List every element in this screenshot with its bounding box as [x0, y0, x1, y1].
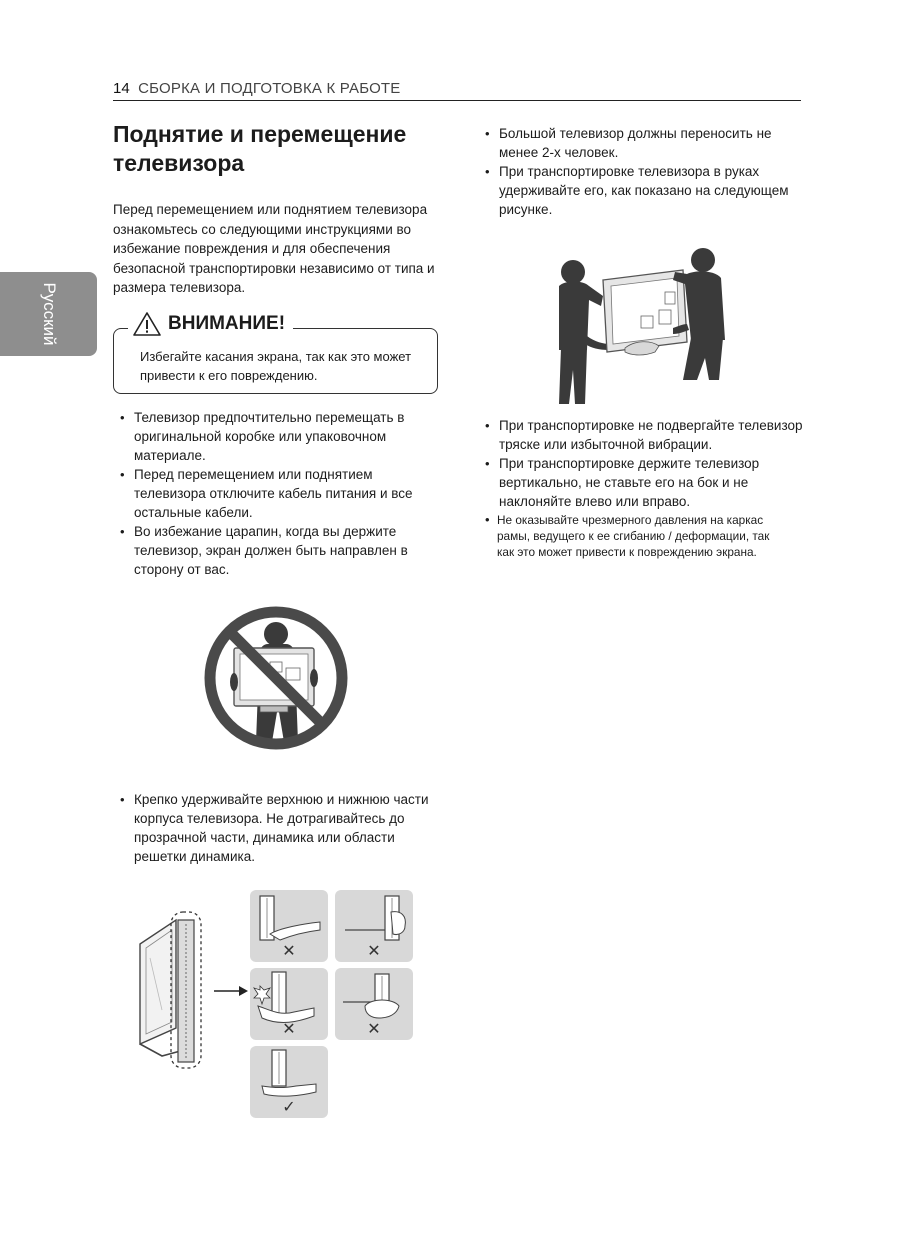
transport-tips-list — [478, 416, 808, 511]
caution-text: Избегайте касания экрана, так как это может привести к его повреждению. — [140, 349, 412, 383]
wrong-mark: ✕ — [367, 941, 381, 960]
two-people-carry-illustration — [555, 240, 725, 404]
grip-panel-correct — [250, 1046, 328, 1118]
wrong-mark: ✕ — [367, 1019, 381, 1038]
grip-panel-wrong-3 — [250, 968, 328, 1040]
section-title: СБОРКА И ПОДГОТОВКА К РАБОТЕ — [138, 80, 401, 97]
carrying-people-list — [478, 124, 798, 219]
list-item: • Перед перемещением или поднятием телевизора отключите кабель питания и все остальные кабели. — [113, 465, 443, 522]
warning-triangle-icon — [132, 311, 162, 337]
list-item: • Во избежание царапин, когда вы держите телевизор, экран должен быть направлен в сторону от вас. — [113, 522, 443, 579]
caution-title: ВНИМАНИЕ! — [168, 313, 286, 334]
correct-mark: ✓ — [282, 1097, 296, 1116]
list-item: • При транспортировке не подвергайте телевизор тряске или избыточной вибрации. — [478, 416, 808, 454]
language-tab-label: Русский — [39, 282, 59, 346]
wrong-mark: ✕ — [282, 1019, 296, 1038]
list-item: • Крепко удерживайте верхнюю и нижнюю части корпуса телевизора. Не дотрагивайтесь до прозрачной части, динамика или области решетки динамика. — [113, 790, 433, 866]
page-number: 14 — [113, 80, 130, 97]
moving-tips-list — [113, 408, 443, 579]
arrow-right-icon — [212, 984, 250, 998]
list-item: • Большой телевизор должны переносить не менее 2-х человек. — [478, 124, 798, 162]
pressure-tip-list — [484, 512, 784, 560]
grip-panel-wrong-1 — [250, 890, 328, 962]
language-tab — [0, 272, 97, 356]
list-item: • При транспортировке держите телевизор вертикально, не ставьте его на бок и не наклоняйте влево или вправо. — [478, 454, 808, 511]
page-title: Поднятие и перемещение телевизора — [113, 121, 407, 176]
intro-paragraph: Перед перемещением или поднятием телевизора ознакомьтесь со следующими инструкциями во избежание повреждения и для обеспечения безопасной транспортировки независимо от типа и размера телевизора. — [113, 202, 435, 295]
caution-box — [113, 313, 438, 394]
caution-header — [128, 311, 293, 337]
prohibited-carry-illustration — [200, 602, 352, 754]
grip-panel-wrong-2 — [335, 890, 413, 962]
tv-side-view-illustration — [132, 910, 212, 1070]
wrong-mark: ✕ — [282, 941, 296, 960]
list-item: • Телевизор предпочтительно перемещать в оригинальной коробке или упаковочном материале. — [113, 408, 443, 465]
page-header — [113, 80, 801, 101]
grip-panel-wrong-4 — [335, 968, 413, 1040]
list-item: • Не оказывайте чрезмерного давления на каркас рамы, ведущего к ее сгибанию / деформации, так как это может привести к повреждению экрана. — [484, 512, 784, 560]
grip-tip-list — [113, 790, 433, 866]
list-item: • При транспортировке телевизора в руках удерживайте его, как показано на следующем рисунке. — [478, 162, 798, 219]
